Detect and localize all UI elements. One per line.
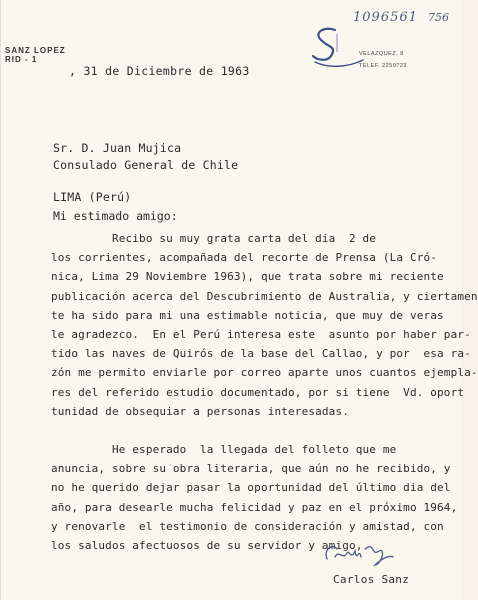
body-line: res del referido estudio documentado, por si tiene Vd. oport [51,385,465,399]
body-line: tido las naves de Quirós de la base del Callao, y por esa ra- [51,347,471,361]
body-line: y renovarle el testimonio de consideración y amistad, con [51,519,444,533]
body-line: anuncia, sobre su obra literaria, que aún no he recibido, y [51,462,451,476]
body-line: publicación acerca del Descubrimiento de Australia, y ciertamen [51,289,478,303]
sender-city: RID - 1 [5,55,38,64]
body-line: Recibo su muy grata carta del dia 2 de [51,232,377,245]
body-line: año, para desearle mucha felicidad y paz en el próximo 1964, [51,500,458,514]
body-line: tunidad de obsequiar a personas interesadas. [51,404,349,418]
recipient-name: Sr. D. Juan Mujica [53,141,182,155]
body-line: no he querido dejar pasar la oportunidad del último dia del [51,481,451,495]
body-line: los saludos afectuosos de su servidor y amigo, [51,539,363,553]
body-line: zón me permito enviarle por correo aparte unos cuantos ejempla- [51,366,478,380]
archive-page-number: 756 [428,11,449,24]
sender-name: SANZ LOPEZ [5,46,66,55]
address-phone: TELEF. 2250723 [359,63,407,69]
paragraph-1 [51,229,478,421]
letterhead-logo-icon [307,22,367,70]
signer-name: Carlos Sanz [333,573,410,586]
recipient-block [53,140,238,206]
body-line: nica, Lima 29 Noviembre 1963), que trata sobre mi reciente [51,270,444,284]
recipient-office: Consulado General de Chile [53,157,239,172]
body-line: He esperado la llegada del folleto que me [51,443,397,457]
handwritten-signature [319,535,399,571]
body-line: los corrientes, acompañada del recorte de Prensa (La Cró- [51,251,438,265]
address-street: VELAZQUEZ, 8 [359,51,404,57]
body-line: le agradezco. En el Perú interesa este asunto por haber par- [51,328,471,342]
archive-number: 1096561 [353,10,418,25]
body-line: te ha sido para mi una estimable noticia, que muy de veras [51,308,444,322]
letterhead-address [359,48,407,72]
letter-date: , 31 de Diciembre de 1963 [69,64,250,78]
greeting: Mi estimado amigo: [53,209,178,223]
letter-body [51,229,478,555]
letterhead-sender [5,46,66,64]
recipient-city: LIMA (Perú) [53,190,132,204]
